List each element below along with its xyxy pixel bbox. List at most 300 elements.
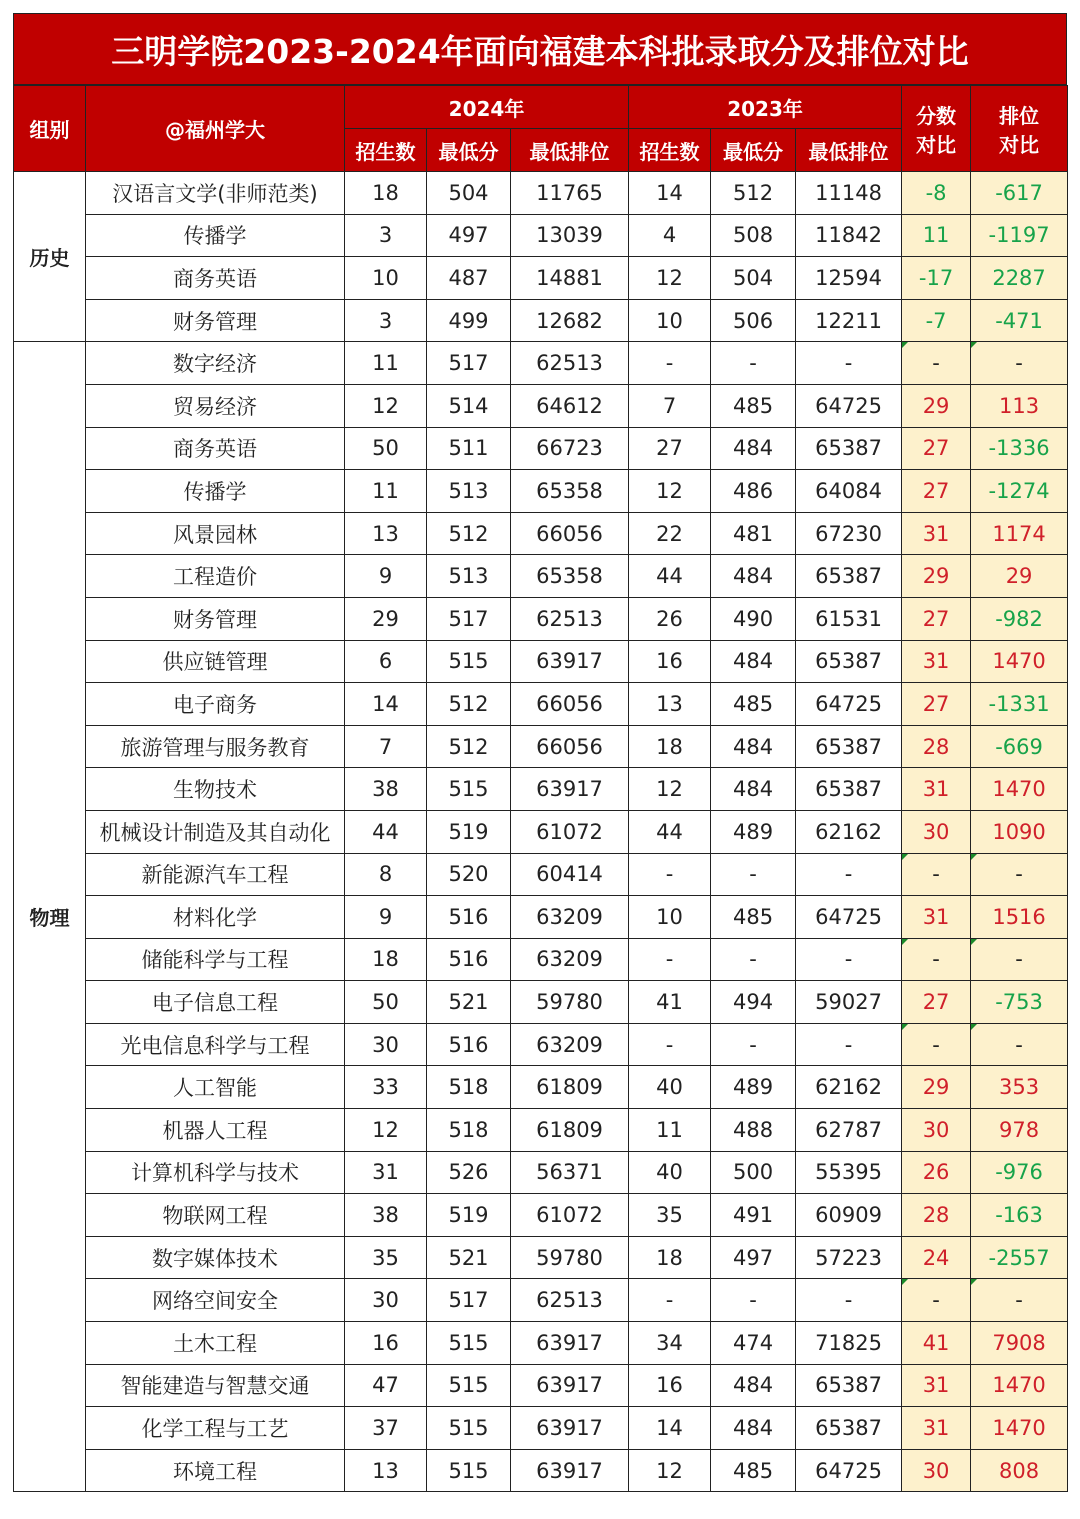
major-cell: 储能科学与工程 (86, 938, 345, 981)
rank-compare-cell: - (971, 938, 1068, 981)
enroll-2024-cell: 38 (345, 768, 427, 811)
min-rank-2023-cell: 65387 (796, 640, 902, 683)
min-rank-2024-cell: 63917 (511, 1449, 629, 1492)
score-compare-cell: 27 (902, 683, 971, 726)
major-cell: 数字经济 (86, 342, 345, 385)
min-rank-2024-cell: 61809 (511, 1066, 629, 1109)
min-score-2024-cell: 511 (427, 427, 511, 470)
table-row (14, 1279, 1068, 1322)
score-compare-cell: 30 (902, 810, 971, 853)
min-rank-2024-cell: 63209 (511, 896, 629, 939)
enroll-2023-cell: 27 (629, 427, 711, 470)
min-rank-2024-cell: 66056 (511, 725, 629, 768)
major-cell: 商务英语 (86, 427, 345, 470)
min-rank-2024-cell: 59780 (511, 981, 629, 1024)
min-score-2023-cell: 489 (711, 810, 796, 853)
min-score-2023-cell: 489 (711, 1066, 796, 1109)
min-score-2023-cell: 484 (711, 768, 796, 811)
enroll-2024-cell: 35 (345, 1236, 427, 1279)
score-compare-cell: 28 (902, 725, 971, 768)
score-compare-cell: 31 (902, 1407, 971, 1450)
major-cell: 财务管理 (86, 597, 345, 640)
min-rank-2024-cell: 14881 (511, 257, 629, 300)
min-score-2024-cell: 517 (427, 597, 511, 640)
score-compare-cell: 27 (902, 981, 971, 1024)
min-score-2023-cell: 485 (711, 384, 796, 427)
min-rank-2024-cell: 63917 (511, 1364, 629, 1407)
min-score-2024-cell: 519 (427, 1194, 511, 1237)
major-cell: 机器人工程 (86, 1109, 345, 1152)
enroll-2023-cell: 26 (629, 597, 711, 640)
enroll-2024-cell: 30 (345, 1279, 427, 1322)
min-score-2024-cell: 515 (427, 1407, 511, 1450)
min-score-2024-cell: 517 (427, 342, 511, 385)
header-min-score-2023: 最低分 (711, 129, 796, 172)
min-score-2024-cell: 515 (427, 1364, 511, 1407)
score-compare-cell: 29 (902, 1066, 971, 1109)
min-score-2024-cell: 514 (427, 384, 511, 427)
major-cell: 电子信息工程 (86, 981, 345, 1024)
rank-compare-cell: - (971, 1279, 1068, 1322)
min-score-2023-cell: - (711, 342, 796, 385)
min-rank-2023-cell: 62162 (796, 810, 902, 853)
min-score-2023-cell: 486 (711, 470, 796, 513)
header-2023: 2023年 (629, 86, 902, 129)
rank-compare-cell: -753 (971, 981, 1068, 1024)
min-score-2023-cell: 484 (711, 1407, 796, 1450)
error-indicator-icon (971, 1279, 977, 1285)
min-rank-2024-cell: 63209 (511, 938, 629, 981)
header-enroll-2024: 招生数 (345, 129, 427, 172)
enroll-2023-cell: 14 (629, 1407, 711, 1450)
major-cell: 数字媒体技术 (86, 1236, 345, 1279)
min-score-2023-cell: 484 (711, 1364, 796, 1407)
min-rank-2024-cell: 63917 (511, 1407, 629, 1450)
enroll-2024-cell: 38 (345, 1194, 427, 1237)
min-rank-2023-cell: 65387 (796, 725, 902, 768)
major-cell: 计算机科学与技术 (86, 1151, 345, 1194)
min-rank-2023-cell: 11842 (796, 214, 902, 257)
min-score-2024-cell: 521 (427, 1236, 511, 1279)
min-rank-2023-cell: 12594 (796, 257, 902, 300)
min-rank-2024-cell: 12682 (511, 299, 629, 342)
major-cell: 网络空间安全 (86, 1279, 345, 1322)
enroll-2023-cell: 4 (629, 214, 711, 257)
enroll-2023-cell: - (629, 938, 711, 981)
score-compare-cell: - (902, 1279, 971, 1322)
rank-compare-cell: 1470 (971, 1364, 1068, 1407)
score-compare-cell: 30 (902, 1109, 971, 1152)
header-2024: 2024年 (345, 86, 629, 129)
admission-table (13, 85, 1068, 1492)
enroll-2024-cell: 11 (345, 470, 427, 513)
enroll-2024-cell: 9 (345, 555, 427, 598)
enroll-2024-cell: 18 (345, 938, 427, 981)
major-cell: 材料化学 (86, 896, 345, 939)
enroll-2024-cell: 9 (345, 896, 427, 939)
rank-compare-cell: 1090 (971, 810, 1068, 853)
min-rank-2024-cell: 63917 (511, 768, 629, 811)
min-rank-2024-cell: 56371 (511, 1151, 629, 1194)
score-compare-cell: 29 (902, 555, 971, 598)
min-score-2024-cell: 512 (427, 512, 511, 555)
min-score-2023-cell: 484 (711, 725, 796, 768)
min-rank-2024-cell: 13039 (511, 214, 629, 257)
enroll-2023-cell: 12 (629, 768, 711, 811)
enroll-2024-cell: 50 (345, 427, 427, 470)
min-rank-2023-cell: 65387 (796, 768, 902, 811)
enroll-2023-cell: 12 (629, 470, 711, 513)
major-cell: 电子商务 (86, 683, 345, 726)
table-row (14, 896, 1068, 939)
min-rank-2023-cell: 64725 (796, 384, 902, 427)
enroll-2023-cell: 40 (629, 1151, 711, 1194)
error-indicator-icon (971, 854, 977, 860)
major-cell: 土木工程 (86, 1322, 345, 1365)
major-cell: 风景园林 (86, 512, 345, 555)
min-score-2023-cell: 485 (711, 1449, 796, 1492)
major-cell: 智能建造与智慧交通 (86, 1364, 345, 1407)
score-compare-cell: 31 (902, 1364, 971, 1407)
table-row (14, 512, 1068, 555)
major-cell: 贸易经济 (86, 384, 345, 427)
table-row (14, 725, 1068, 768)
enroll-2024-cell: 50 (345, 981, 427, 1024)
table-row (14, 470, 1068, 513)
error-indicator-icon (971, 342, 977, 348)
enroll-2024-cell: 11 (345, 342, 427, 385)
min-rank-2024-cell: 64612 (511, 384, 629, 427)
min-rank-2024-cell: 66056 (511, 512, 629, 555)
score-compare-cell: - (902, 1023, 971, 1066)
major-cell: 传播学 (86, 470, 345, 513)
min-rank-2023-cell: 71825 (796, 1322, 902, 1365)
score-compare-cell: 31 (902, 640, 971, 683)
rank-compare-cell: -1197 (971, 214, 1068, 257)
enroll-2023-cell: 41 (629, 981, 711, 1024)
min-rank-2023-cell: 64725 (796, 896, 902, 939)
min-score-2023-cell: 494 (711, 981, 796, 1024)
min-rank-2023-cell: 65387 (796, 1364, 902, 1407)
score-compare-cell: -7 (902, 299, 971, 342)
min-score-2023-cell: 474 (711, 1322, 796, 1365)
major-cell: 商务英语 (86, 257, 345, 300)
min-score-2024-cell: 519 (427, 810, 511, 853)
major-cell: 环境工程 (86, 1449, 345, 1492)
error-indicator-icon (902, 939, 908, 945)
table-body (14, 172, 1068, 1492)
min-rank-2024-cell: 61072 (511, 810, 629, 853)
table-row (14, 1364, 1068, 1407)
min-score-2023-cell: - (711, 1279, 796, 1322)
major-cell: 人工智能 (86, 1066, 345, 1109)
error-indicator-icon (971, 939, 977, 945)
table-row (14, 683, 1068, 726)
rank-compare-cell: 353 (971, 1066, 1068, 1109)
major-cell: 物联网工程 (86, 1194, 345, 1237)
rank-compare-cell: -2557 (971, 1236, 1068, 1279)
min-rank-2024-cell: 63209 (511, 1023, 629, 1066)
table-row (14, 810, 1068, 853)
rank-compare-cell: -163 (971, 1194, 1068, 1237)
min-rank-2024-cell: 65358 (511, 470, 629, 513)
enroll-2023-cell: 7 (629, 384, 711, 427)
error-indicator-icon (971, 1024, 977, 1030)
min-rank-2023-cell: 65387 (796, 1407, 902, 1450)
min-score-2024-cell: 518 (427, 1066, 511, 1109)
min-score-2023-cell: 485 (711, 896, 796, 939)
table-row (14, 1066, 1068, 1109)
table-row (14, 1407, 1068, 1450)
min-score-2024-cell: 518 (427, 1109, 511, 1152)
table-row (14, 853, 1068, 896)
min-rank-2023-cell: - (796, 853, 902, 896)
enroll-2023-cell: 10 (629, 896, 711, 939)
enroll-2023-cell: - (629, 1023, 711, 1066)
header-rank-compare: 排位对比 (971, 86, 1068, 172)
enroll-2024-cell: 3 (345, 214, 427, 257)
table-row (14, 1236, 1068, 1279)
major-cell: 生物技术 (86, 768, 345, 811)
enroll-2024-cell: 3 (345, 299, 427, 342)
min-score-2023-cell: 512 (711, 172, 796, 215)
major-cell: 新能源汽车工程 (86, 853, 345, 896)
enroll-2023-cell: 16 (629, 1364, 711, 1407)
header-enroll-2023: 招生数 (629, 129, 711, 172)
enroll-2023-cell: 13 (629, 683, 711, 726)
min-score-2024-cell: 526 (427, 1151, 511, 1194)
major-cell: 旅游管理与服务教育 (86, 725, 345, 768)
enroll-2023-cell: - (629, 342, 711, 385)
score-compare-cell: 11 (902, 214, 971, 257)
score-compare-cell: 31 (902, 896, 971, 939)
min-rank-2023-cell: 62162 (796, 1066, 902, 1109)
enroll-2024-cell: 14 (345, 683, 427, 726)
enroll-2023-cell: 22 (629, 512, 711, 555)
min-score-2024-cell: 516 (427, 896, 511, 939)
min-rank-2023-cell: 55395 (796, 1151, 902, 1194)
min-rank-2024-cell: 62513 (511, 342, 629, 385)
min-rank-2024-cell: 62513 (511, 1279, 629, 1322)
score-compare-cell: 31 (902, 768, 971, 811)
page-title: 三明学院2023-2024年面向福建本科批录取分及排位对比 (13, 13, 1067, 85)
min-score-2023-cell: 481 (711, 512, 796, 555)
enroll-2023-cell: 14 (629, 172, 711, 215)
enroll-2024-cell: 33 (345, 1066, 427, 1109)
enroll-2023-cell: 10 (629, 299, 711, 342)
enroll-2024-cell: 13 (345, 1449, 427, 1492)
min-rank-2023-cell: 57223 (796, 1236, 902, 1279)
header-major: @福州学大 (86, 86, 345, 172)
table-row (14, 597, 1068, 640)
table-row (14, 172, 1068, 215)
table-row (14, 1151, 1068, 1194)
major-cell: 供应链管理 (86, 640, 345, 683)
min-rank-2024-cell: 66723 (511, 427, 629, 470)
rank-compare-cell: 1470 (971, 768, 1068, 811)
score-compare-cell: 31 (902, 512, 971, 555)
error-indicator-icon (902, 1279, 908, 1285)
min-score-2024-cell: 515 (427, 1449, 511, 1492)
enroll-2024-cell: 10 (345, 257, 427, 300)
enroll-2024-cell: 37 (345, 1407, 427, 1450)
enroll-2024-cell: 18 (345, 172, 427, 215)
min-score-2023-cell: 485 (711, 683, 796, 726)
major-cell: 汉语言文学(非师范类) (86, 172, 345, 215)
min-rank-2024-cell: 63917 (511, 1322, 629, 1365)
table-row (14, 981, 1068, 1024)
min-score-2024-cell: 516 (427, 1023, 511, 1066)
enroll-2023-cell: - (629, 1279, 711, 1322)
enroll-2023-cell: - (629, 853, 711, 896)
rank-compare-cell: - (971, 853, 1068, 896)
enroll-2024-cell: 13 (345, 512, 427, 555)
min-score-2024-cell: 512 (427, 725, 511, 768)
min-rank-2023-cell: 64725 (796, 683, 902, 726)
enroll-2024-cell: 7 (345, 725, 427, 768)
min-score-2023-cell: 506 (711, 299, 796, 342)
min-score-2024-cell: 497 (427, 214, 511, 257)
table-row (14, 427, 1068, 470)
min-score-2023-cell: 497 (711, 1236, 796, 1279)
major-cell: 工程造价 (86, 555, 345, 598)
score-compare-cell: 27 (902, 427, 971, 470)
major-cell: 传播学 (86, 214, 345, 257)
score-compare-cell: 27 (902, 470, 971, 513)
rank-compare-cell: -617 (971, 172, 1068, 215)
table-row (14, 1023, 1068, 1066)
rank-compare-cell: -471 (971, 299, 1068, 342)
min-rank-2024-cell: 60414 (511, 853, 629, 896)
rank-compare-cell: -1336 (971, 427, 1068, 470)
rank-compare-cell: -982 (971, 597, 1068, 640)
score-compare-cell: 24 (902, 1236, 971, 1279)
table-row (14, 1109, 1068, 1152)
table-row (14, 640, 1068, 683)
table-row (14, 768, 1068, 811)
min-rank-2024-cell: 66056 (511, 683, 629, 726)
score-compare-cell: 30 (902, 1449, 971, 1492)
min-score-2024-cell: 512 (427, 683, 511, 726)
rank-compare-cell: 1516 (971, 896, 1068, 939)
min-score-2023-cell: 500 (711, 1151, 796, 1194)
rank-compare-cell: 1470 (971, 640, 1068, 683)
header-min-rank-2024: 最低排位 (511, 129, 629, 172)
min-score-2024-cell: 517 (427, 1279, 511, 1322)
score-compare-cell: -17 (902, 257, 971, 300)
min-score-2023-cell: 488 (711, 1109, 796, 1152)
header-min-score-2024: 最低分 (427, 129, 511, 172)
table-row (14, 1194, 1068, 1237)
min-rank-2023-cell: 67230 (796, 512, 902, 555)
min-score-2024-cell: 515 (427, 1322, 511, 1365)
min-score-2023-cell: - (711, 1023, 796, 1066)
group-cell: 历史 (14, 172, 86, 342)
min-rank-2024-cell: 61809 (511, 1109, 629, 1152)
score-compare-cell: - (902, 853, 971, 896)
score-compare-cell: 27 (902, 597, 971, 640)
min-score-2023-cell: 490 (711, 597, 796, 640)
enroll-2023-cell: 11 (629, 1109, 711, 1152)
table-row (14, 342, 1068, 385)
enroll-2023-cell: 40 (629, 1066, 711, 1109)
enroll-2024-cell: 12 (345, 384, 427, 427)
enroll-2023-cell: 12 (629, 257, 711, 300)
min-score-2023-cell: - (711, 938, 796, 981)
rank-compare-cell: 2287 (971, 257, 1068, 300)
min-score-2023-cell: 504 (711, 257, 796, 300)
min-score-2024-cell: 515 (427, 640, 511, 683)
enroll-2024-cell: 8 (345, 853, 427, 896)
min-rank-2023-cell: - (796, 938, 902, 981)
enroll-2024-cell: 6 (345, 640, 427, 683)
rank-compare-cell: 1470 (971, 1407, 1068, 1450)
table-row (14, 1449, 1068, 1492)
rank-compare-cell: 1174 (971, 512, 1068, 555)
table-row (14, 1322, 1068, 1365)
min-score-2024-cell: 499 (427, 299, 511, 342)
score-compare-cell: 41 (902, 1322, 971, 1365)
enroll-2024-cell: 30 (345, 1023, 427, 1066)
score-compare-cell: - (902, 342, 971, 385)
min-rank-2023-cell: 65387 (796, 555, 902, 598)
rank-compare-cell: -669 (971, 725, 1068, 768)
rank-compare-cell: -1274 (971, 470, 1068, 513)
rank-compare-cell: - (971, 1023, 1068, 1066)
enroll-2023-cell: 18 (629, 725, 711, 768)
min-rank-2023-cell: 64725 (796, 1449, 902, 1492)
min-rank-2023-cell: - (796, 342, 902, 385)
enroll-2023-cell: 18 (629, 1236, 711, 1279)
min-rank-2024-cell: 62513 (511, 597, 629, 640)
enroll-2024-cell: 16 (345, 1322, 427, 1365)
min-rank-2023-cell: 59027 (796, 981, 902, 1024)
min-rank-2024-cell: 59780 (511, 1236, 629, 1279)
score-compare-cell: - (902, 938, 971, 981)
error-indicator-icon (902, 1024, 908, 1030)
enroll-2024-cell: 44 (345, 810, 427, 853)
min-rank-2023-cell: 12211 (796, 299, 902, 342)
min-score-2024-cell: 515 (427, 768, 511, 811)
min-score-2024-cell: 487 (427, 257, 511, 300)
min-rank-2024-cell: 11765 (511, 172, 629, 215)
table-row (14, 214, 1068, 257)
major-cell: 财务管理 (86, 299, 345, 342)
min-score-2023-cell: 508 (711, 214, 796, 257)
min-rank-2023-cell: 11148 (796, 172, 902, 215)
rank-compare-cell: -1331 (971, 683, 1068, 726)
enroll-2023-cell: 12 (629, 1449, 711, 1492)
rank-compare-cell: 113 (971, 384, 1068, 427)
score-compare-cell: 28 (902, 1194, 971, 1237)
score-table-container (13, 13, 1067, 1492)
enroll-2024-cell: 47 (345, 1364, 427, 1407)
enroll-2023-cell: 44 (629, 555, 711, 598)
min-score-2024-cell: 513 (427, 555, 511, 598)
min-score-2023-cell: 484 (711, 555, 796, 598)
min-rank-2024-cell: 65358 (511, 555, 629, 598)
group-cell: 物理 (14, 342, 86, 1492)
error-indicator-icon (902, 854, 908, 860)
enroll-2024-cell: 31 (345, 1151, 427, 1194)
min-score-2023-cell: 484 (711, 640, 796, 683)
score-compare-cell: -8 (902, 172, 971, 215)
score-compare-cell: 26 (902, 1151, 971, 1194)
min-rank-2023-cell: 64084 (796, 470, 902, 513)
rank-compare-cell: 29 (971, 555, 1068, 598)
rank-compare-cell: 808 (971, 1449, 1068, 1492)
enroll-2023-cell: 16 (629, 640, 711, 683)
